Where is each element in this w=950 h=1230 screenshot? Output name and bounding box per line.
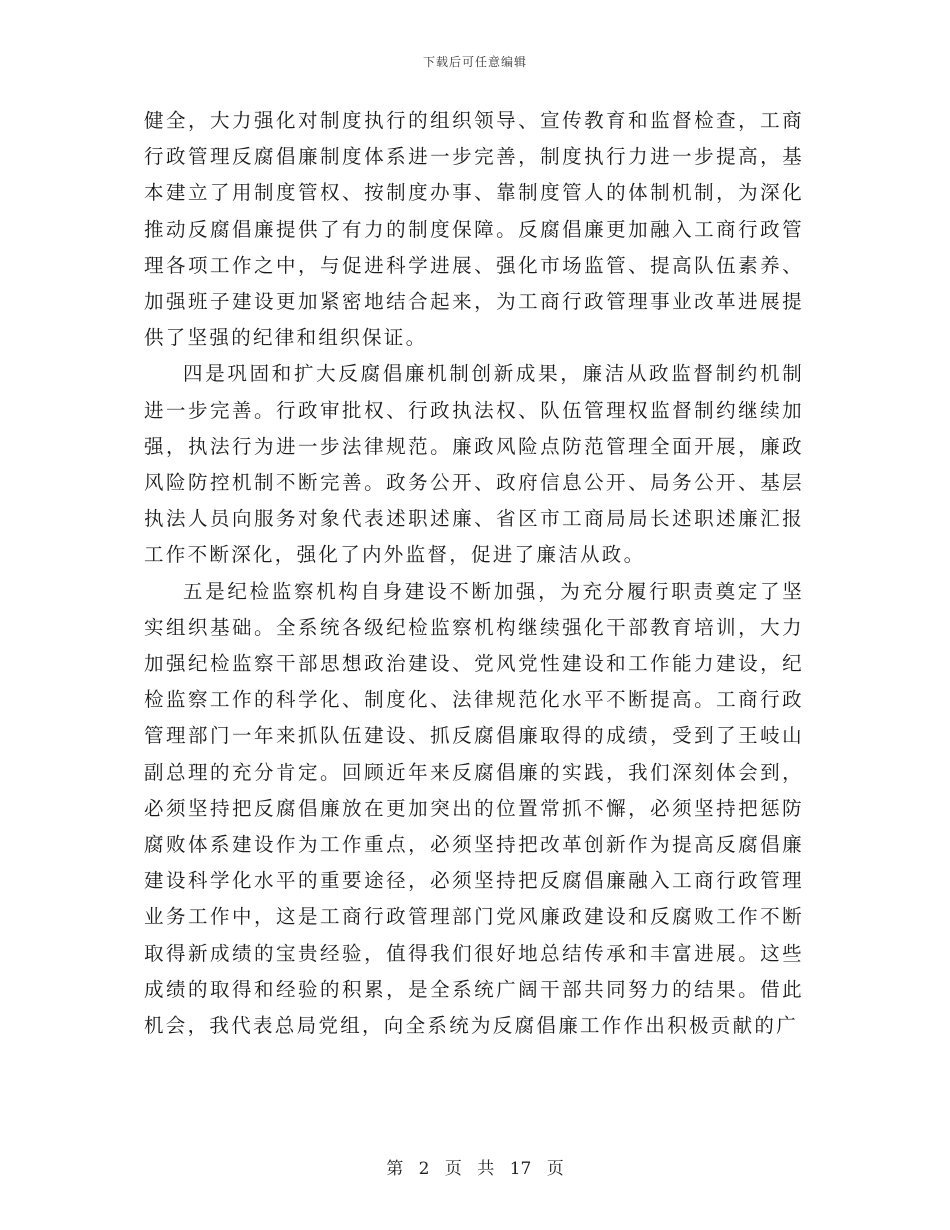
footer-prefix: 第 (386, 1159, 404, 1179)
footer-current-page: 2 (418, 1159, 430, 1179)
footer-suffix: 页 (546, 1159, 564, 1179)
paragraph-point-five: 五是纪检监察机构自身建设不断加强，为充分履行职责奠定了坚实组织基础。全系统各级纪检监察机构继续强化干部教育培训，大力加强纪检监察干部思想政治建设、党风党性建设和工作能力建设，纪检监察工作的科学化、制度化、法律规范化水平不断提高。工商行政管理部门一年来抓队伍建设、抓反腐倡廉取得的成绩，受到了王岐山副总理的充分肯定。回顾近年来反腐倡廉的实践，我们深刻体会到，必须坚持把反腐倡廉放在更加突出的位置常抓不懈，必须坚持把惩防腐败体系建设作为工作重点，必须坚持把改革创新作为提高反腐倡廉建设科学化水平的重要途径，必须坚持把反腐倡廉融入工商行政管理业务工作中，这是工商行政管理部门党风廉政建设和反腐败工作不断取得新成绩的宝贵经验，值得我们很好地总结传承和丰富进展。这些成绩的取得和经验的积累，是全系统广阔干部共同努力的结果。借此机会，我代表总局党组，向全系统为反腐倡廉工作作出积极贡献的广 (144, 579, 804, 1038)
paragraph-continuation: 健全，大力强化对制度执行的组织领导、宣传教育和监督检查，工商行政管理反腐倡廉制度体系进一步完善，制度执行力进一步提高，基本建立了用制度管权、按制度办事、靠制度管人的体制机制，为深化推动反腐倡廉提供了有力的制度保障。反腐倡廉更加融入工商行政管理各项工作之中，与促进科学进展、强化市场监管、提高队伍素养、加强班子建设更加紧密地结合起来，为工商行政管理事业改革进展提供了坚强的纪律和组织保证。 (144, 109, 804, 350)
footer-page-unit: 页 (444, 1159, 462, 1179)
footer-total-pages: 17 (509, 1159, 532, 1179)
document-body (144, 103, 804, 1044)
header-note: 下载后可任意编辑 (422, 55, 527, 69)
page-footer (0, 1154, 950, 1179)
footer-total-prefix: 共 (477, 1159, 495, 1179)
paragraph-point-four: 四是巩固和扩大反腐倡廉机制创新成果，廉洁从政监督制约机制进一步完善。行政审批权、行政执法权、队伍管理权监督制约继续加强，执法行为进一步法律规范。廉政风险点防范管理全面开展，廉政风险防控机制不断完善。政务公开、政府信息公开、局务公开、基层执法人员向服务对象代表述职述廉、省区市工商局局长述职述廉汇报工作不断深化，强化了内外监督，促进了廉洁从政。 (144, 362, 804, 567)
